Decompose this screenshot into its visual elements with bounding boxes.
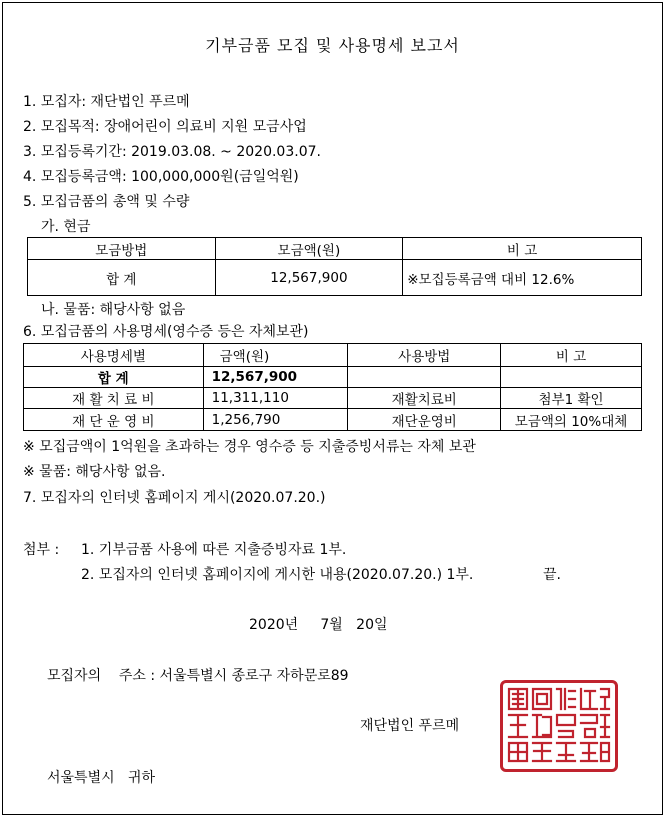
item-cash-label: 가. 현금 — [41, 219, 91, 235]
end-mark: 끝. — [543, 567, 561, 583]
report-date: 2020년 7월 20일 — [249, 617, 388, 633]
usage-table-header — [24, 344, 642, 367]
item-purpose: 2. 모집목적: 장애어린이 의료비 지원 모금사업 — [23, 119, 307, 135]
recipient: 서울특별시 귀하 — [47, 770, 156, 786]
item-amount: 4. 모집등록금액: 100,000,000원(금일억원) — [23, 169, 299, 185]
applicant-address: 모집자의 주소 : 서울특별시 종로구 자하문로89 — [47, 668, 349, 684]
attachments-label: 첨부 : — [23, 542, 60, 558]
table-row — [28, 260, 642, 296]
table-cell: 1,256,790 — [203, 409, 348, 431]
cash-table-header — [28, 238, 642, 260]
note-goods: ※ 물품: 해당사항 없음. — [23, 464, 166, 480]
cash-table — [27, 237, 642, 296]
item-usage: 6. 모집금품의 사용명세(영수증 등은 자체보관) — [23, 324, 309, 340]
table-cell: 모금액의 10%대체 — [501, 409, 642, 431]
table-cell: 12,567,900 — [215, 260, 403, 296]
table-header-cell: 사용방법 — [348, 344, 501, 367]
report-page — [2, 2, 663, 815]
table-row — [24, 367, 642, 388]
table-cell: ※모집등록금액 대비 12.6% — [403, 260, 642, 296]
table-cell: 재 단 운 영 비 — [24, 409, 204, 431]
table-header-cell: 모금방법 — [28, 238, 216, 260]
table-cell: 11,311,110 — [203, 388, 348, 409]
note-receipts: ※ 모집금액이 1억원을 초과하는 경우 영수증 등 지출증빙서류는 자체 보관 — [23, 439, 476, 455]
seal-glyphs-icon — [505, 685, 613, 767]
usage-table — [23, 343, 642, 431]
official-seal-stamp — [500, 680, 618, 772]
table-header-cell: 비 고 — [501, 344, 642, 367]
table-cell: 합 계 — [28, 260, 216, 296]
item-total: 5. 모집금품의 총액 및 수량 — [23, 194, 190, 210]
organization-name: 재단법인 푸르메 — [360, 718, 460, 734]
attachment-1: 1. 기부금품 사용에 따른 지출증빙자료 1부. — [81, 542, 347, 558]
table-cell: 첨부1 확인 — [501, 388, 642, 409]
table-row — [24, 388, 642, 409]
table-cell — [501, 367, 642, 388]
table-cell: 합 계 — [24, 367, 204, 388]
item-goods: 나. 물품: 해당사항 없음 — [41, 302, 186, 318]
table-cell: 12,567,900 — [203, 367, 348, 388]
table-cell: 재단운영비 — [348, 409, 501, 431]
table-header-cell: 사용명세별 — [24, 344, 204, 367]
table-cell — [348, 367, 501, 388]
table-header-cell: 금액(원) — [203, 344, 348, 367]
item-homepage: 7. 모집자의 인터넷 홈페이지 게시(2020.07.20.) — [23, 490, 326, 506]
attachment-2: 2. 모집자의 인터넷 홈페이지에 게시한 내용(2020.07.20.) 1부. — [81, 567, 474, 583]
table-header-cell: 비 고 — [403, 238, 642, 260]
item-period: 3. 모집등록기간: 2019.03.08. ~ 2020.03.07. — [23, 144, 321, 160]
item-applicant: 1. 모집자: 재단법인 푸르메 — [23, 94, 190, 110]
table-cell: 재 활 치 료 비 — [24, 388, 204, 409]
table-cell: 재활치료비 — [348, 388, 501, 409]
document-title: 기부금품 모집 및 사용명세 보고서 — [205, 36, 460, 55]
table-row — [24, 409, 642, 431]
table-header-cell: 모금액(원) — [215, 238, 403, 260]
